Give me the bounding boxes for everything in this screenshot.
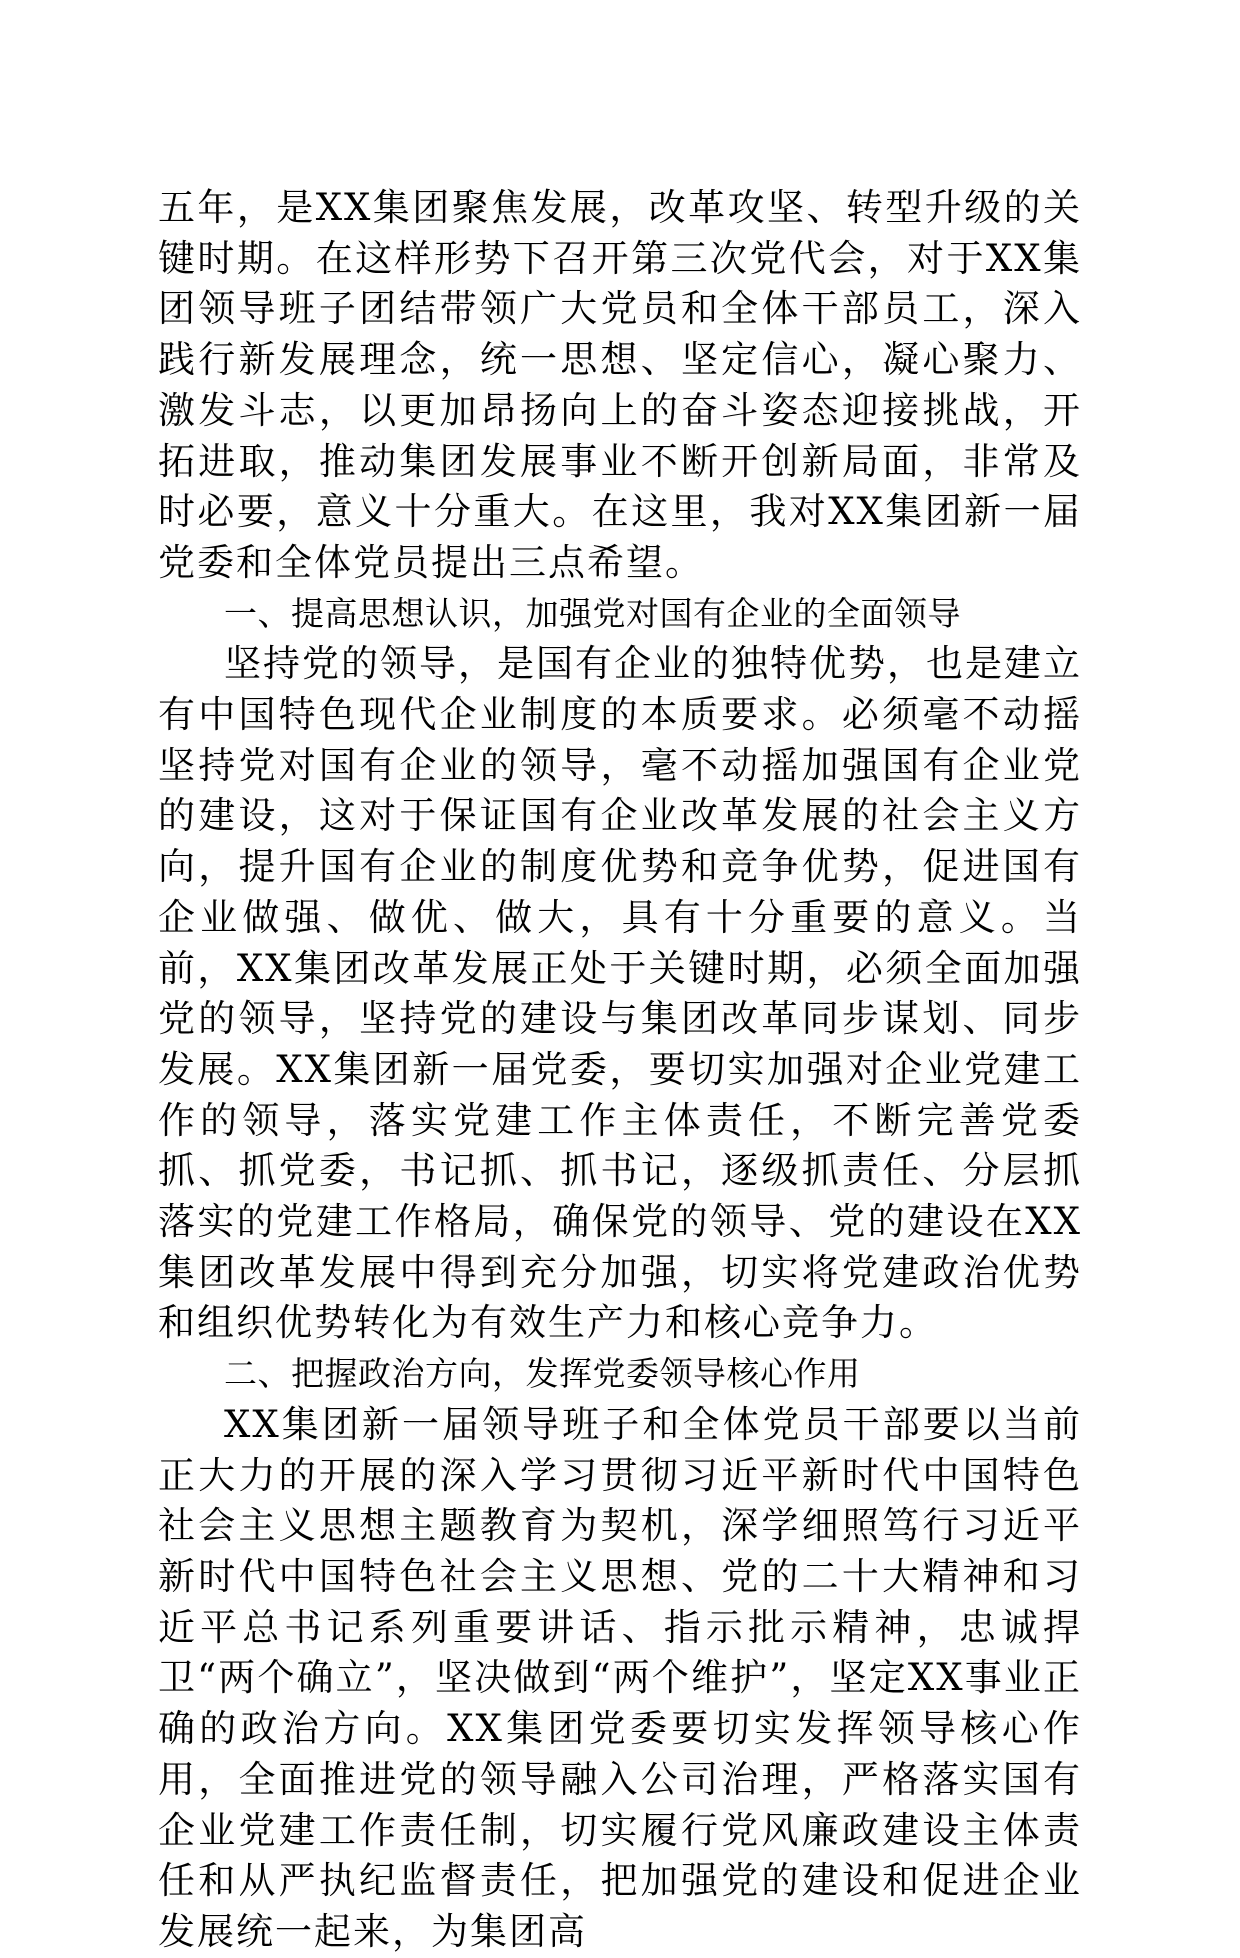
paragraph-section-2: XX集团新一届领导班子和全体党员干部要以当前正大力的开展的深入学习贯彻习近平新时代中国特色社会主义思想主题教育为契机，深学细照笃行习近平新时代中国特色社会主义思想、党的二十大精神和习近平总书记系列重要讲话、指示批示精神，忠诚捍卫“两个确立”，坚决做到“两个维护”，坚定XX事业正确的政治方向。XX集团党委要切实发挥领导核心作用，全面推进党的领导融入公司治理，严格落实国有企业党建工作责任制，切实履行党风廉政建设主体责任和从严执纪监督责任，把加强党的建设和促进企业发展统一起来，为集团高 xyxy=(158,1402,1082,1953)
paragraph-intro: 五年，是XX集团聚焦发展，改革攻坚、转型升级的关键时期。在这样形势下召开第三次党代会，对于XX集团领导班子团结带领广大党员和全体干部员工，深入践行新发展理念，统一思想、坚定信心，凝心聚力、激发斗志，以更加昂扬向上的奋斗姿态迎接挑战，开拓进取，推动集团发展事业不断开创新局面，非常及时必要，意义十分重大。在这里，我对XX集团新一届党委和全体党员提出三点希望。 xyxy=(158,186,1082,584)
paragraph-section-1: 坚持党的领导，是国有企业的独特优势，也是建立有中国特色现代企业制度的本质要求。必须毫不动摇坚持党对国有企业的领导，毫不动摇加强国有企业党的建设，这对于保证国有企业改革发展的社会主义方向，提升国有企业的制度优势和竞争优势，促进国有企业做强、做优、做大，具有十分重要的意义。当前，XX集团改革发展正处于关键时期，必须全面加强党的领导，坚持党的建设与集团改革同步谋划、同步发展。XX集团新一届党委，要切实加强对企业党建工作的领导，落实党建工作主体责任，不断完善党委抓、抓党委，书记抓、抓书记，逐级抓责任、分层抓落实的党建工作格局，确保党的领导、党的建设在XX集团改革发展中得到充分加强，切实将党建政治优势和组织优势转化为有效生产力和核心竞争力。 xyxy=(158,642,1082,1345)
section-heading-2: 二、把握政治方向，发挥党委领导核心作用 xyxy=(224,1354,861,1394)
document-body xyxy=(158,183,1082,1958)
section-heading-1: 一、提高思想认识，加强党对国有企业的全面领导 xyxy=(224,593,961,633)
